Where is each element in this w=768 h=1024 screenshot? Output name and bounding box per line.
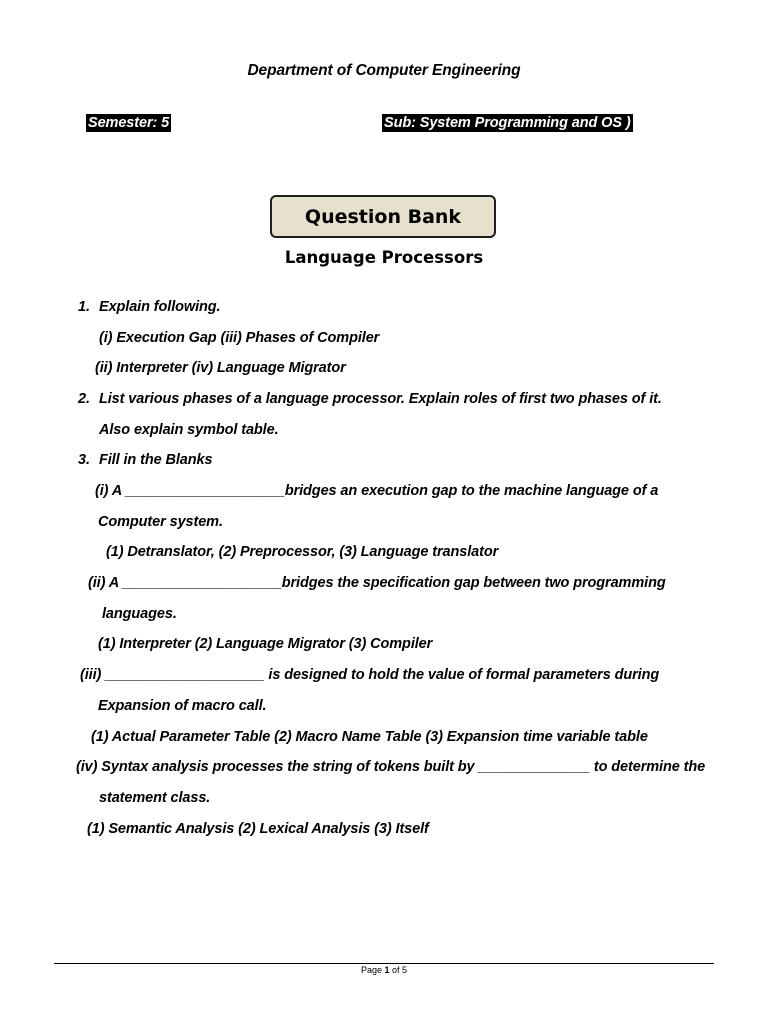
q3-ii-text-cont: languages.: [102, 606, 177, 622]
footer-page-total: 5: [402, 965, 408, 975]
question-bank-banner: [270, 195, 496, 238]
q1-number: 1.: [78, 299, 90, 315]
q3-iii-text-cont: Expansion of macro call.: [98, 698, 267, 714]
q1-item-a: (i) Execution Gap (iii) Phases of Compiler: [99, 330, 380, 346]
q3-iv-options: (1) Semantic Analysis (2) Lexical Analysis (3) Itself: [87, 821, 429, 837]
question-bank-title: Question Bank: [304, 205, 462, 228]
q2-text-cont: Also explain symbol table.: [99, 422, 279, 438]
footer-page-word: Page: [360, 965, 382, 975]
q3-i-text: (i) A ____________________bridges an execution gap to the machine language of a: [95, 483, 659, 499]
subject-label: [382, 115, 633, 131]
q3-ii-text: (ii) A ____________________bridges the specification gap between two programming: [88, 575, 666, 591]
section-title: Language Processors: [284, 248, 484, 267]
q2-number: 2.: [78, 391, 90, 407]
footer-divider: [54, 963, 714, 964]
q3-iv-text-cont: statement class.: [99, 790, 211, 806]
q3-i-text-cont: Computer system.: [98, 514, 223, 530]
semester-highlight: Semester: 5: [88, 115, 170, 131]
q1-item-b: (ii) Interpreter (iv) Language Migrator: [95, 360, 346, 376]
q1-text: Explain following.: [99, 299, 221, 315]
footer-page-number: 1: [384, 965, 390, 975]
department-heading: Department of Computer Engineering: [247, 62, 521, 79]
q3-number: 3.: [78, 452, 90, 468]
q3-i-options: (1) Detranslator, (2) Preprocessor, (3) Language translator: [106, 544, 499, 560]
q3-iii-options: (1) Actual Parameter Table (2) Macro Name Table (3) Expansion time variable table: [91, 729, 648, 745]
subject-highlight: Sub: System Programming and OS ): [384, 115, 631, 131]
q3-text: Fill in the Blanks: [99, 452, 213, 468]
page-footer: [0, 965, 768, 975]
q3-ii-options: (1) Interpreter (2) Language Migrator (3) Compiler: [98, 636, 433, 652]
q2-text: List various phases of a language processor. Explain roles of first two phases of it.: [99, 391, 662, 407]
semester-label: [86, 115, 171, 131]
q3-iii-text: (iii) ____________________ is designed to hold the value of formal parameters during: [80, 667, 660, 683]
footer-of-word: of: [392, 965, 400, 975]
q3-iv-text: (iv) Syntax analysis processes the string of tokens built by ______________ to determine the: [76, 759, 706, 775]
